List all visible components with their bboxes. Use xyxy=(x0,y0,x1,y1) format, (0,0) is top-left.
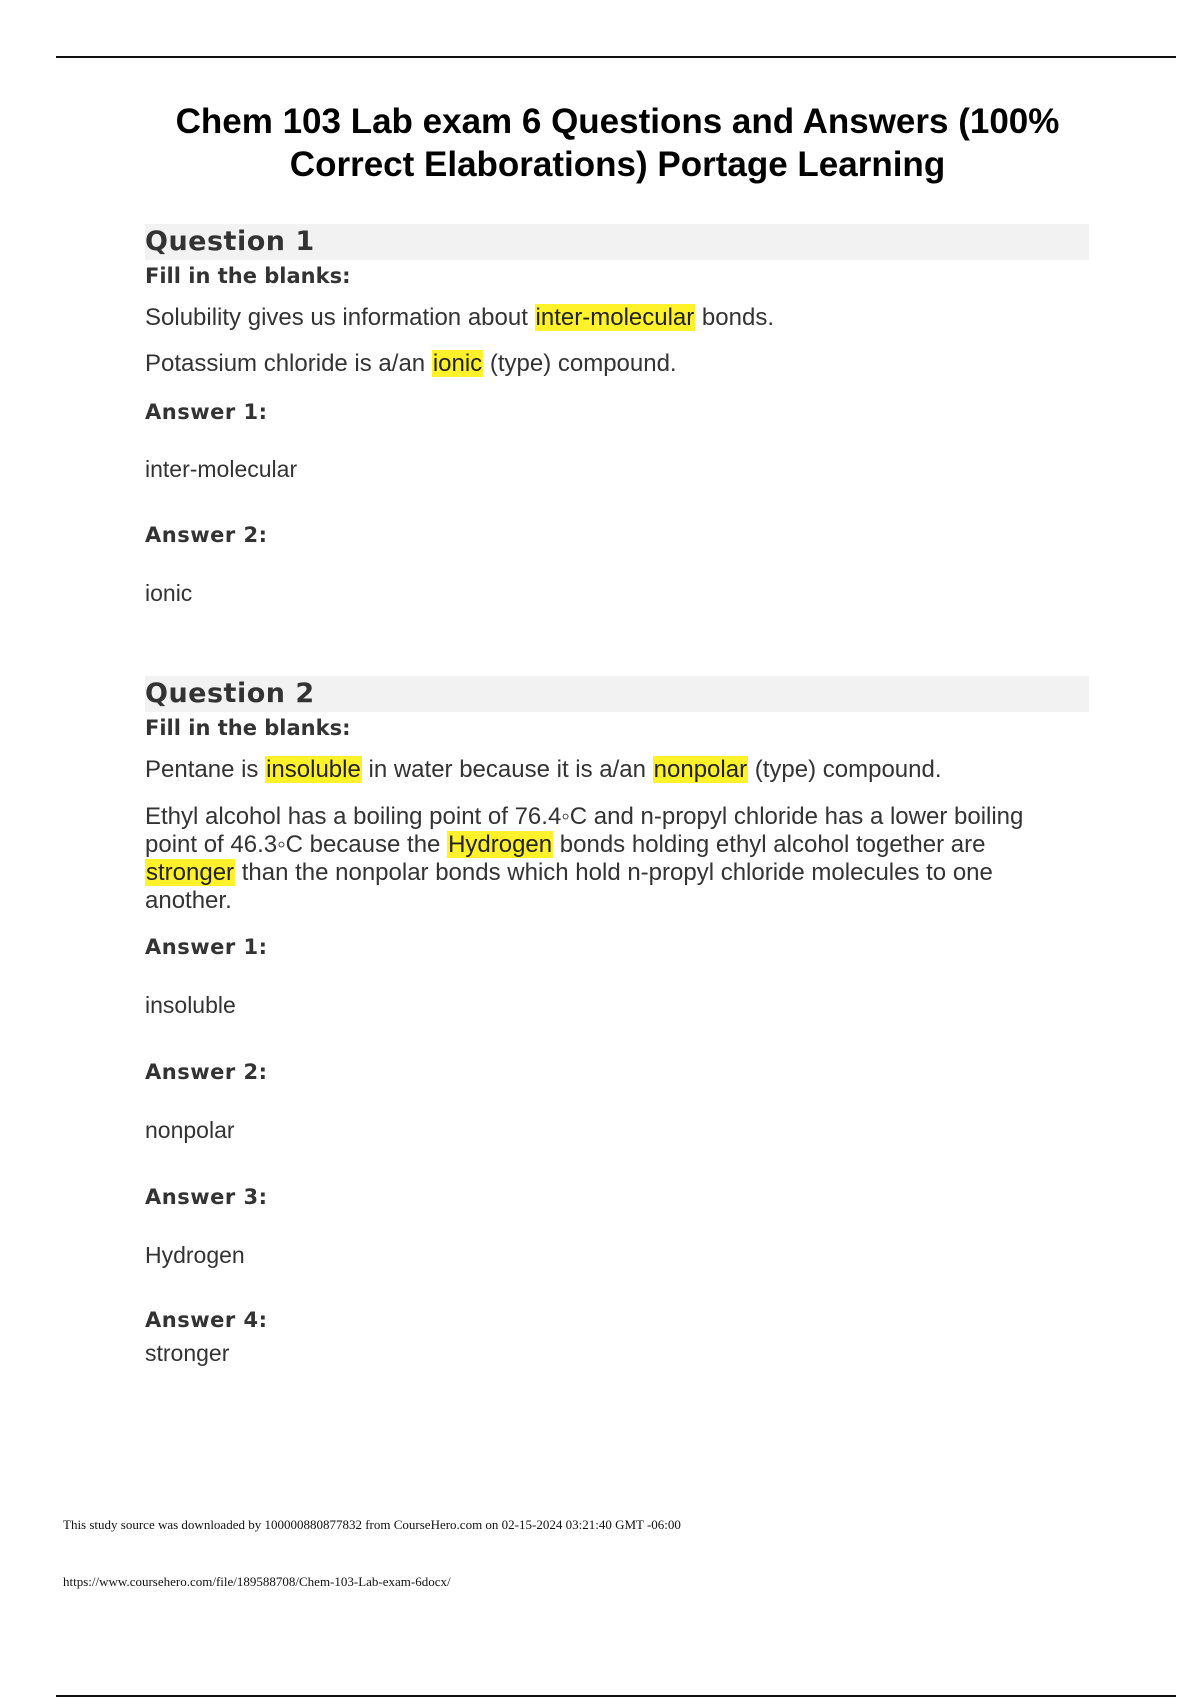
blank-answer: insoluble xyxy=(266,756,361,783)
answer-label: Answer 4: xyxy=(145,1308,268,1332)
answer-label: Answer 1: xyxy=(145,400,268,424)
question-1-instruction: Fill in the blanks: xyxy=(145,264,351,288)
question-2-sentence-1: Pentane is insoluble in water because it is a/an nonpolar (type) compound. xyxy=(145,756,942,783)
question-2-heading-band xyxy=(145,676,1089,712)
question-2 xyxy=(145,676,1089,1366)
answer-label: Answer 2: xyxy=(145,523,268,547)
question-2-instruction: Fill in the blanks: xyxy=(145,716,351,740)
question-1-heading-band xyxy=(145,224,1089,260)
document-title: Chem 103 Lab exam 6 Questions and Answers (100% Correct Elaborations) Portage Learning xyxy=(175,102,1060,184)
blank-answer: nonpolar xyxy=(653,756,748,783)
answer-value: insoluble xyxy=(145,992,236,1018)
question-2-sentence-2: Ethyl alcohol has a boiling point of 76.4◦C and n-propyl chloride has a lower boiling point of 46.3◦C because the Hydrogen bonds holding ethyl alcohol together are stronger than the nonpolar bonds which hold n-propyl chloride molecules to one another. xyxy=(145,803,1024,914)
answer-value: Hydrogen xyxy=(145,1242,245,1268)
answer-value: ionic xyxy=(145,580,193,606)
source-url[interactable]: https://www.coursehero.com/file/189588708/Chem-103-Lab-exam-6docx/ xyxy=(63,1574,451,1589)
bottom-rule xyxy=(56,1695,1176,1697)
answer-value: stronger xyxy=(145,1340,230,1366)
blank-answer: Hydrogen xyxy=(448,831,553,858)
blank-answer: inter-molecular xyxy=(535,304,695,331)
answer-label: Answer 3: xyxy=(145,1185,268,1209)
blank-answer: stronger xyxy=(146,859,235,886)
question-1 xyxy=(145,224,1089,606)
answer-label: Answer 1: xyxy=(145,935,268,959)
download-note: This study source was downloaded by 100000880877832 from CourseHero.com on 02-15-2024 03:21:40 GMT -06:00 xyxy=(63,1517,681,1532)
blank-answer: ionic xyxy=(432,350,483,377)
answer-label: Answer 2: xyxy=(145,1060,268,1084)
answer-value: nonpolar xyxy=(145,1117,235,1143)
question-1-sentence-1: Solubility gives us information about inter-molecular bonds. xyxy=(145,304,774,331)
question-2-heading: Question 2 xyxy=(145,678,315,709)
question-1-sentence-2: Potassium chloride is a/an ionic (type) compound. xyxy=(145,350,677,377)
answer-value: inter-molecular xyxy=(145,456,298,482)
top-rule xyxy=(56,56,1176,58)
question-1-heading: Question 1 xyxy=(145,226,315,257)
